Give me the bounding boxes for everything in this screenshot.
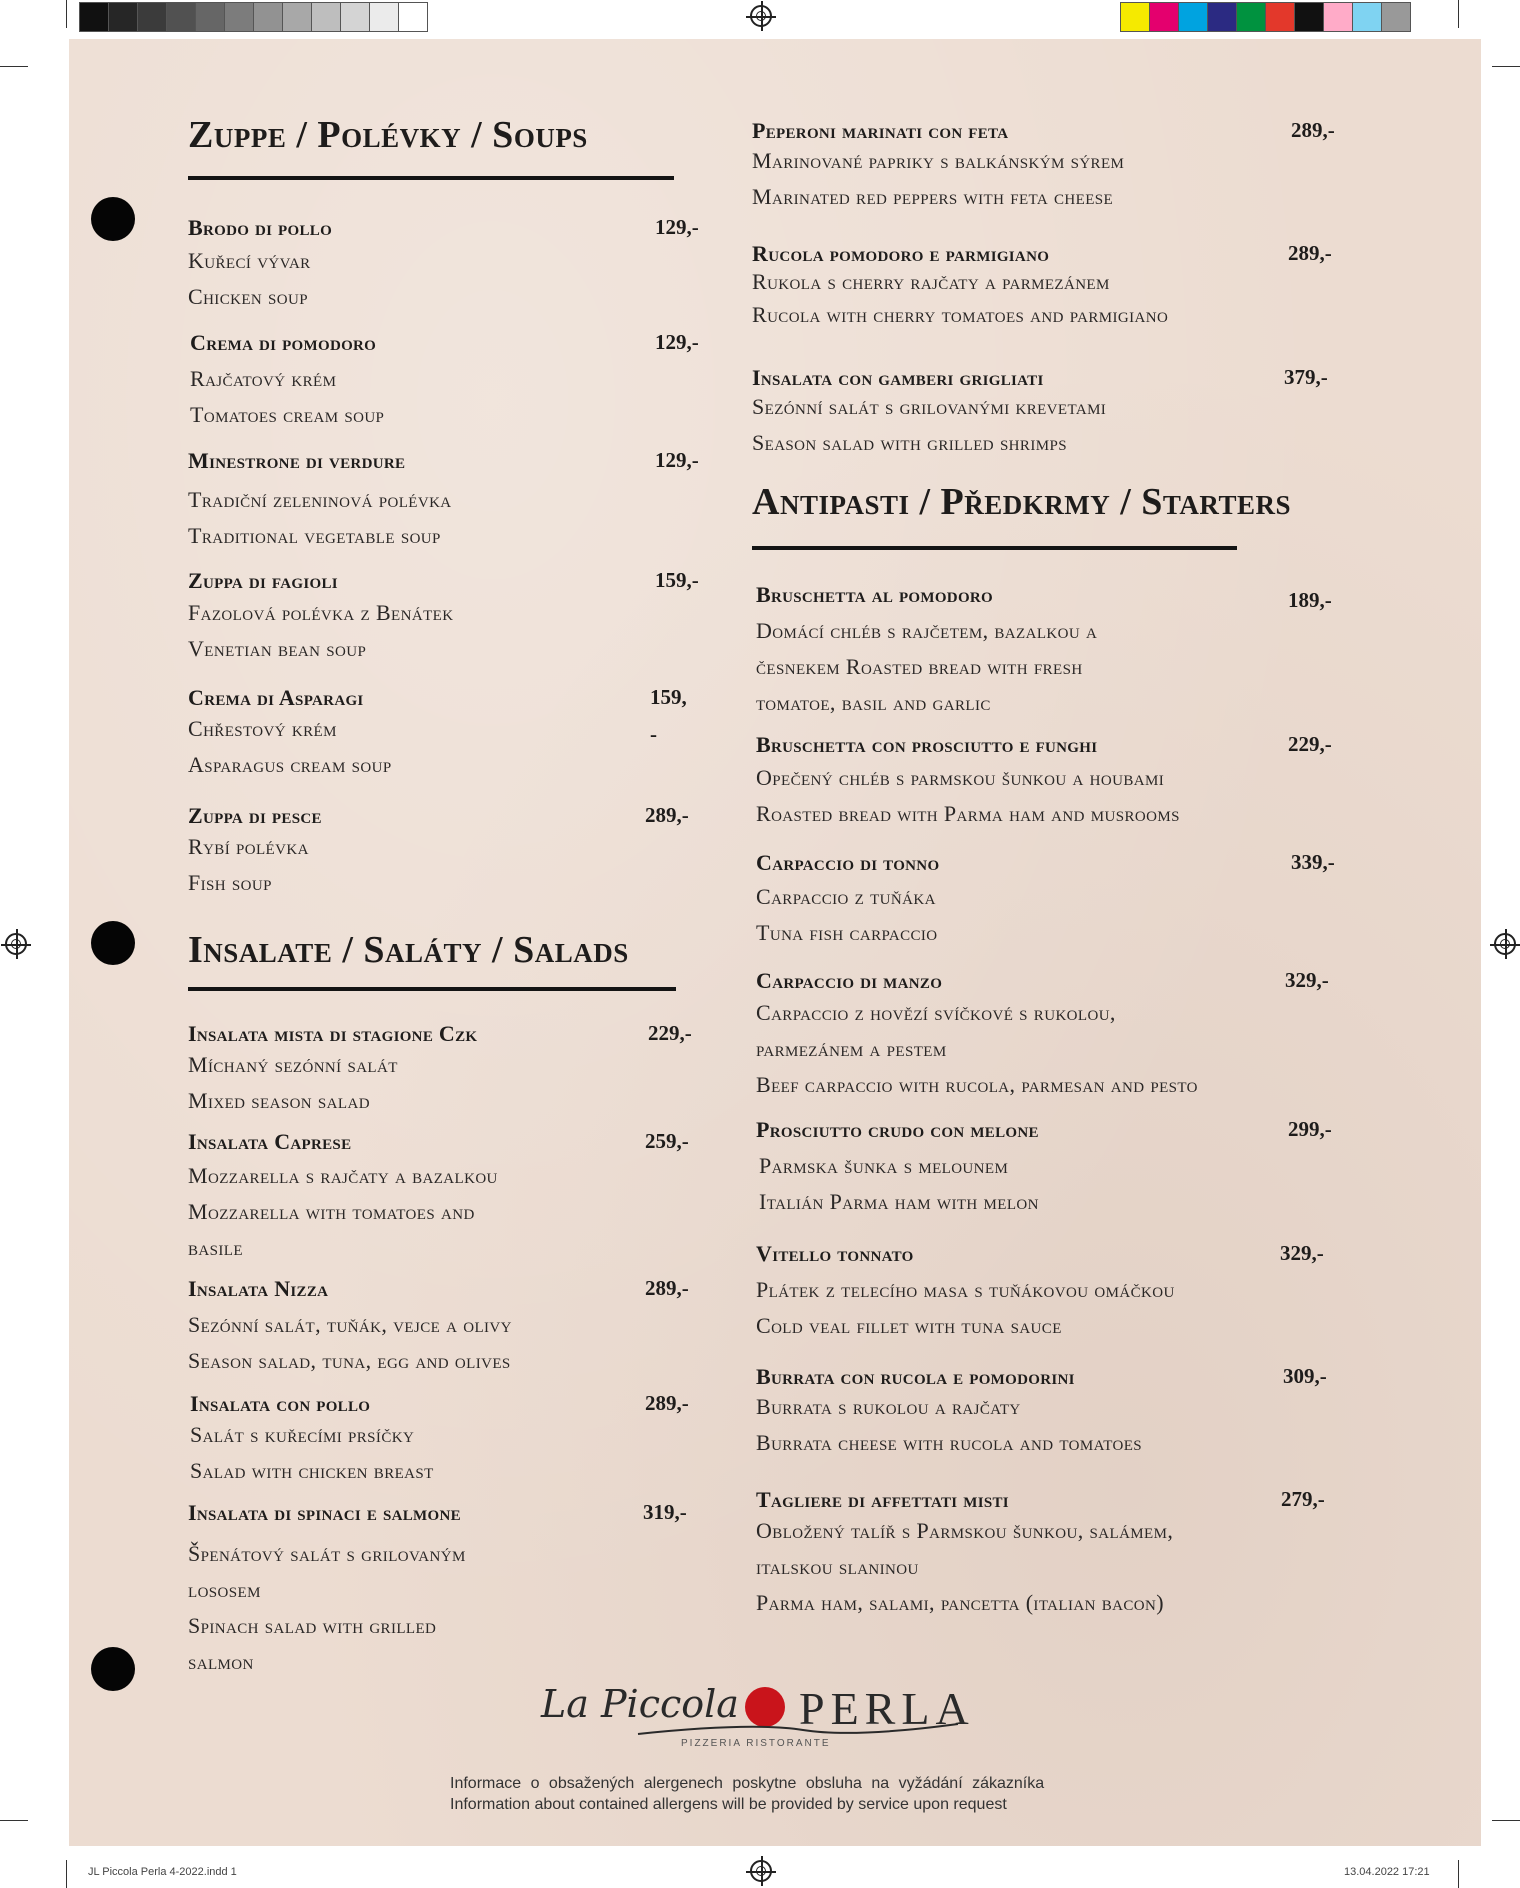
registration-mark-icon: [1494, 933, 1516, 955]
dish-description-cz-continued: lososem: [188, 1577, 261, 1602]
dish-description-cz: Carpaccio z hovězí svíčkové s rukolou,: [756, 1000, 1116, 1025]
dish-description-cz: Marinované papriky s balkánským sýrem: [752, 148, 1125, 173]
dish-price: 299,-: [1288, 1117, 1332, 1141]
dish-description-cz: Fazolová polévka z Benátek: [188, 600, 454, 625]
registration-mark-icon: [5, 933, 27, 955]
dish-description-cz: Rukola s cherry rajčaty a parmezánem: [752, 269, 1110, 294]
dish-name: Brodo di pollo: [188, 215, 333, 240]
gray-swatch: [109, 3, 138, 31]
color-swatch: [1295, 3, 1324, 31]
logo-script-text: La Piccola: [541, 1682, 739, 1726]
dish-price: 259,-: [645, 1129, 689, 1153]
gray-swatch: [283, 3, 312, 31]
punch-hole: [91, 197, 135, 241]
dish-description-en: Rucola with cherry tomatoes and parmigiano: [752, 302, 1169, 327]
section-divider: [188, 987, 676, 991]
dish-description-en: Mozzarella with tomatoes and: [188, 1199, 475, 1224]
color-swatch: [1150, 3, 1179, 31]
section-title-starters: Antipasti / Předkrmy / Starters: [752, 481, 1292, 523]
color-swatch: [1353, 3, 1382, 31]
cmyk-color-bar: [1120, 2, 1411, 32]
dish-name: Carpaccio di tonno: [756, 850, 940, 875]
punch-hole: [91, 1647, 135, 1691]
gray-swatch: [312, 3, 341, 31]
crop-mark: [1492, 1820, 1520, 1821]
crop-mark: [1492, 66, 1520, 67]
dish-description-cz: Míchaný sezónní salát: [188, 1052, 398, 1077]
dish-description-en: Chicken soup: [188, 284, 308, 309]
section-divider: [188, 176, 674, 180]
dish-description-cz: Rybí polévka: [188, 834, 309, 859]
dish-description-cz-continued: parmezánem a pestem: [756, 1036, 947, 1061]
dish-description-cz: Sezónní salát, tuňák, vejce a olivy: [188, 1312, 512, 1337]
dish-description-cz-continued: italskou slaninou: [756, 1554, 919, 1579]
dish-description-en: Cold veal fillet with tuna sauce: [756, 1313, 1062, 1338]
dish-price: 279,-: [1281, 1487, 1325, 1511]
gray-swatch: [341, 3, 370, 31]
gray-swatch: [80, 3, 109, 31]
dish-description-en: Salad with chicken breast: [190, 1458, 434, 1483]
dish-price: 289,-: [1288, 241, 1332, 265]
dish-description-en: Tomatoes cream soup: [190, 402, 385, 427]
dish-description-en: Tuna fish carpaccio: [756, 920, 938, 945]
dish-name: Insalata con pollo: [190, 1391, 371, 1416]
gray-swatch: [370, 3, 399, 31]
dish-price: 289,-: [645, 803, 689, 827]
dish-name: Bruschetta al pomodoro: [756, 582, 994, 607]
crop-mark: [0, 1820, 28, 1821]
color-swatch: [1179, 3, 1208, 31]
dish-price: 289,-: [1291, 118, 1335, 142]
dish-name: Prosciutto crudo con melone: [756, 1117, 1039, 1142]
color-swatch: [1266, 3, 1295, 31]
dish-description-en: Beef carpaccio with rucola, parmesan and pesto: [756, 1072, 1198, 1097]
dish-description-cz: Salát s kuřecími prsíčky: [190, 1422, 415, 1447]
dish-description-en: Mixed season salad: [188, 1088, 370, 1113]
dish-description-en: Roasted bread with Parma ham and musrooms: [756, 801, 1180, 826]
slug-timestamp: 13.04.2022 17:21: [1344, 1866, 1430, 1878]
dish-price: 159,: [650, 685, 687, 709]
registration-mark-icon: [750, 1860, 772, 1882]
dish-description-cz: Tradiční zeleninová polévka: [188, 487, 452, 512]
dish-name: Insalata con gamberi grigliati: [752, 365, 1044, 390]
gray-swatch: [399, 3, 427, 31]
dish-description-en: Fish soup: [188, 870, 272, 895]
crop-mark: [66, 0, 67, 28]
crop-mark: [66, 1860, 67, 1888]
dish-description-en: Burrata cheese with rucola and tomatoes: [756, 1430, 1143, 1455]
dish-description-cz: Parmska šunka s melounem: [759, 1153, 1009, 1178]
dish-name: Insalata Nizza: [188, 1276, 329, 1301]
dish-description-cz: Plátek z telecího masa s tuňákovou omáčkou: [756, 1277, 1175, 1302]
color-swatch: [1121, 3, 1150, 31]
dish-description-cz: Opečený chléb s parmskou šunkou a houbami: [756, 765, 1165, 790]
section-title-soups: Zuppe / Polévky / Soups: [188, 114, 588, 156]
dish-name: Crema di pomodoro: [190, 330, 377, 355]
color-swatch: [1382, 3, 1410, 31]
dish-description-en-continued: basile: [188, 1235, 243, 1260]
dish-price: 229,-: [648, 1021, 692, 1045]
dish-description-en-continued: salmon: [188, 1649, 254, 1674]
dish-price: 309,-: [1283, 1364, 1327, 1388]
dish-price: 379,-: [1284, 365, 1328, 389]
dish-price: 329,-: [1285, 968, 1329, 992]
dish-price: 129,-: [655, 330, 699, 354]
gray-swatch: [138, 3, 167, 31]
dish-price-continuation: -: [650, 722, 657, 746]
dish-name: Zuppa di pesce: [188, 803, 322, 828]
dish-description-en: Parma ham, salami, pancetta (italian bacon): [756, 1590, 1164, 1615]
dish-name: Burrata con rucola e pomodorini: [756, 1364, 1075, 1389]
allergen-note-en: Information about contained allergens will be provided by service upon request: [450, 1796, 1007, 1813]
dish-description-cz: Kuřecí vývar: [188, 248, 311, 273]
crop-mark: [1458, 0, 1459, 28]
dish-name: Bruschetta con prosciutto e funghi: [756, 732, 1098, 757]
dish-description-cz: Burrata s rukolou a rajčaty: [756, 1394, 1021, 1419]
dish-price: 319,-: [643, 1500, 687, 1524]
crop-mark: [1458, 1860, 1459, 1888]
dish-name: Insalata mista di stagione Czk: [188, 1021, 478, 1046]
logo-brand-name: PERLA: [799, 1683, 975, 1734]
section-title-salads: Insalate / Saláty / Salads: [188, 929, 629, 971]
restaurant-logo: [533, 1672, 1003, 1762]
dish-description-en: Season salad with grilled shrimps: [752, 430, 1067, 455]
dish-name: Crema di Asparagi: [188, 685, 364, 710]
dish-description-cz: Sezónní salát s grilovanými krevetami: [752, 394, 1107, 419]
dish-description-en: Marinated red peppers with feta cheese: [752, 184, 1114, 209]
dish-description-en: Spinach salad with grilled: [188, 1613, 437, 1638]
dish-description-cz: Špenátový salát s grilovaným: [188, 1541, 466, 1566]
color-swatch: [1324, 3, 1353, 31]
dish-name: Zuppa di fagioli: [188, 568, 338, 593]
gray-color-bar: [79, 2, 428, 32]
gray-swatch: [225, 3, 254, 31]
dish-price: 229,-: [1288, 732, 1332, 756]
dish-price: 159,-: [655, 568, 699, 592]
slug-filename: JL Piccola Perla 4-2022.indd 1: [88, 1866, 237, 1878]
dish-description-cz: Chřestový krém: [188, 716, 337, 741]
crop-mark: [0, 66, 28, 67]
color-swatch: [1208, 3, 1237, 31]
dish-description-cz: Obložený talíř s Parmskou šunkou, salámem,: [756, 1518, 1174, 1543]
dish-description-en: Traditional vegetable soup: [188, 523, 441, 548]
dish-name: Minestrone di verdure: [188, 448, 406, 473]
dish-name: Carpaccio di manzo: [756, 968, 943, 993]
dish-description-en: tomatoe, basil and garlic: [756, 690, 991, 715]
punch-hole: [91, 921, 135, 965]
dish-price: 189,-: [1288, 588, 1332, 612]
registration-mark-icon: [750, 5, 772, 27]
dish-description-cz: Mozzarella s rajčaty a bazalkou: [188, 1163, 498, 1188]
dish-description-cz: Domácí chléb s rajčetem, bazalkou a: [756, 618, 1098, 643]
dish-description-en: Venetian bean soup: [188, 636, 367, 661]
dish-description-en: Asparagus cream soup: [188, 752, 392, 777]
dish-name: Peperoni marinati con feta: [752, 118, 1009, 143]
color-swatch: [1237, 3, 1266, 31]
dish-name: Insalata di spinaci e salmone: [188, 1500, 461, 1525]
dish-name: Insalata Caprese: [188, 1129, 352, 1154]
dish-description-cz: Carpaccio z tuňáka: [756, 884, 936, 909]
dish-price: 289,-: [645, 1276, 689, 1300]
allergen-note-cz: Informace o obsažených alergenech poskytne obsluha na vyžádání zákazníka: [450, 1775, 1045, 1792]
logo-tagline: PIZZERIA RISTORANTE: [681, 1738, 831, 1749]
gray-swatch: [196, 3, 225, 31]
dish-price: 329,-: [1280, 1241, 1324, 1265]
dish-name: Rucola pomodoro e parmigiano: [752, 241, 1050, 266]
gray-swatch: [167, 3, 196, 31]
gray-swatch: [254, 3, 283, 31]
dish-price: 129,-: [655, 215, 699, 239]
dish-description-cz: Rajčatový krém: [190, 366, 337, 391]
dish-price: 339,-: [1291, 850, 1335, 874]
dish-description-en: Italián Parma ham with melon: [759, 1189, 1039, 1214]
dish-price: 129,-: [655, 448, 699, 472]
dish-description-cz-continued: česnekem Roasted bread with fresh: [756, 654, 1083, 679]
dish-name: Vitello tonnato: [756, 1241, 914, 1266]
dish-price: 289,-: [645, 1391, 689, 1415]
dish-description-en: Season salad, tuna, egg and olives: [188, 1348, 511, 1373]
dish-name: Tagliere di affettati misti: [756, 1487, 1009, 1512]
section-divider: [752, 546, 1237, 550]
